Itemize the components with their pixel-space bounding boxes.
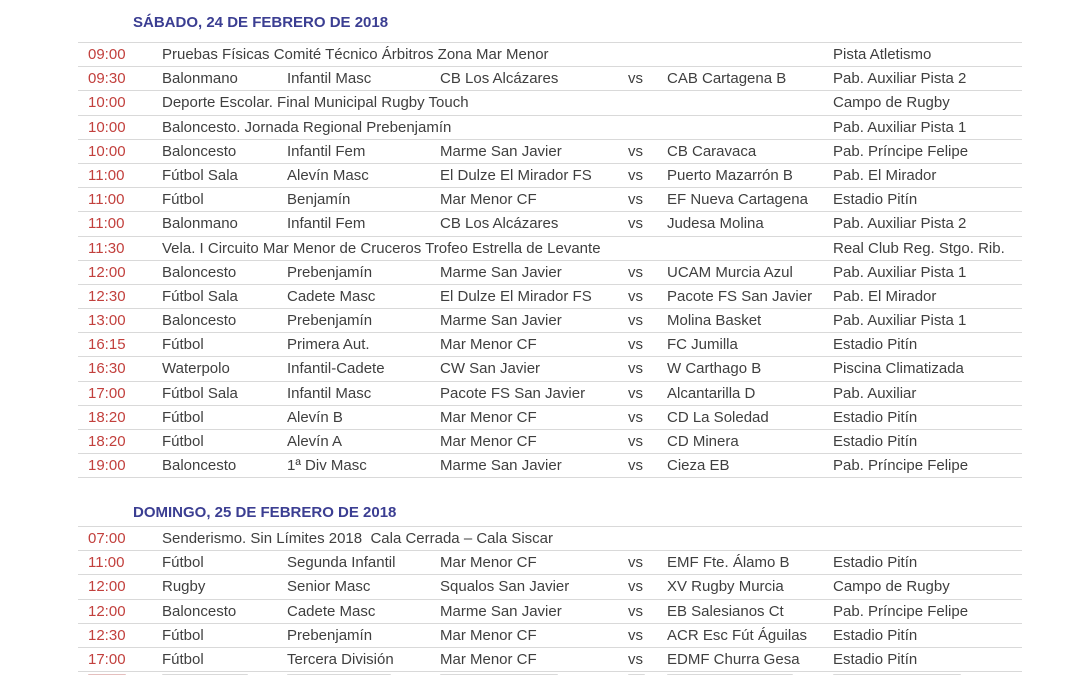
row-sport: Baloncesto	[162, 263, 237, 281]
row-sport: Rugby	[162, 578, 206, 596]
schedule-row	[78, 429, 1022, 453]
schedule-row	[78, 308, 1022, 332]
vs-label: vs	[628, 166, 643, 184]
schedule-row	[78, 187, 1022, 211]
row-time: 09:00	[88, 46, 126, 63]
row-venue: Pab. Auxiliar Pista 1	[833, 312, 967, 330]
row-venue: Pab. Auxiliar Pista 1	[833, 263, 967, 281]
row-category: Primera Aut.	[287, 336, 370, 354]
row-sport: Balonmano	[162, 215, 238, 233]
row-time: 12:30	[88, 287, 126, 305]
schedule-row	[78, 381, 1022, 405]
row-away-team: Alcantarilla D	[667, 384, 756, 402]
row-away-team: W Carthago B	[667, 360, 762, 378]
row-home-team: Mar Menor CF	[440, 554, 537, 572]
vs-label: vs	[628, 312, 643, 330]
row-time: 12:00	[88, 602, 126, 620]
vs-label: vs	[628, 408, 643, 426]
schedule-row	[78, 163, 1022, 187]
row-away-team: EDMF Churra Gesa	[667, 650, 800, 668]
row-sport: Baloncesto	[162, 602, 237, 620]
row-time: 09:30	[88, 70, 126, 88]
row-category: Prebenjamín	[287, 626, 373, 644]
schedule-row	[78, 599, 1022, 623]
row-home-team: Mar Menor CF	[440, 191, 537, 209]
row-venue: Estadio Pitín	[833, 650, 918, 668]
row-sport: Waterpolo	[162, 360, 230, 378]
section-title: SÁBADO, 24 DE FEBRERO DE 2018	[133, 14, 389, 31]
row-venue: Pab. Auxiliar Pista 2	[833, 215, 967, 233]
row-sport: Fútbol Sala	[162, 287, 238, 305]
row-away-team: EMF Fte. Álamo B	[667, 554, 790, 572]
row-event: Senderismo. Sin Límites 2018 Cala Cerrada – Cala Siscar	[162, 530, 554, 547]
day-section	[78, 502, 1022, 675]
schedule-row	[78, 356, 1022, 380]
row-category: 1ª Div Masc	[287, 457, 367, 475]
schedule-row	[78, 236, 1022, 260]
row-venue: Pab. Príncipe Felipe	[833, 142, 969, 160]
section-title: DOMINGO, 25 DE FEBRERO DE 2018	[133, 504, 397, 521]
row-sport: Balonmano	[162, 70, 238, 88]
vs-label: vs	[628, 70, 643, 88]
schedule-row	[78, 260, 1022, 284]
row-time: 11:00	[88, 191, 125, 209]
vs-label: vs	[628, 336, 643, 354]
row-time: 16:30	[88, 360, 126, 378]
row-away-team: XV Rugby Murcia	[667, 578, 784, 596]
vs-label: vs	[628, 215, 643, 233]
row-time: 11:00	[88, 215, 125, 233]
row-time: 11:00	[88, 554, 125, 572]
schedule-table	[78, 42, 1022, 478]
schedule-row	[78, 42, 1022, 66]
row-sport: Fútbol Sala	[162, 384, 238, 402]
row-sport: Fútbol	[162, 554, 204, 572]
row-home-team: Mar Menor CF	[440, 650, 537, 668]
row-home-team: CB Los Alcázares	[440, 215, 559, 233]
row-venue: Campo de Rugby	[833, 94, 950, 112]
row-category: Prebenjamín	[287, 263, 373, 281]
schedule-row	[78, 115, 1022, 139]
schedule-row	[78, 66, 1022, 90]
row-venue: Pab. Príncipe Felipe	[833, 602, 969, 620]
schedule-table	[78, 526, 1022, 675]
row-away-team: Judesa Molina	[667, 215, 764, 233]
vs-label: vs	[628, 554, 643, 572]
row-home-team: Marme San Javier	[440, 457, 562, 475]
row-home-team: Marme San Javier	[440, 263, 562, 281]
schedule-row	[78, 90, 1022, 114]
row-sport: Fútbol	[162, 191, 204, 209]
row-time: 10:00	[88, 118, 126, 136]
row-venue: Estadio Pitín	[833, 191, 918, 209]
row-home-team: Squalos San Javier	[440, 578, 570, 596]
row-away-team: Cieza EB	[667, 457, 730, 475]
row-away-team: FC Jumilla	[667, 336, 738, 354]
row-category: Infantil Fem	[287, 142, 366, 160]
row-sport: Fútbol	[162, 408, 204, 426]
row-venue: Estadio Pitín	[833, 433, 918, 450]
day-section	[78, 12, 1022, 478]
row-venue: Estadio Pitín	[833, 336, 918, 354]
row-time: 17:00	[88, 650, 126, 668]
vs-label: vs	[628, 578, 643, 596]
row-away-team: Puerto Mazarrón B	[667, 166, 793, 184]
row-category: Senior Masc	[287, 578, 371, 596]
row-time: 12:00	[88, 263, 126, 281]
schedule-row	[78, 211, 1022, 235]
row-time: 16:15	[88, 336, 126, 354]
vs-label: vs	[628, 433, 643, 450]
schedule-row	[78, 284, 1022, 308]
vs-label: vs	[628, 263, 643, 281]
row-away-team: UCAM Murcia Azul	[667, 263, 793, 281]
vs-label: vs	[628, 360, 643, 378]
row-away-team: CB Caravaca	[667, 142, 757, 160]
row-category: Prebenjamín	[287, 312, 373, 330]
schedule-row	[78, 623, 1022, 647]
row-venue: Pab. Auxiliar	[833, 384, 917, 402]
row-category: Alevín B	[287, 408, 343, 426]
row-home-team: CW San Javier	[440, 360, 541, 378]
row-venue: Pab. Auxiliar Pista 2	[833, 70, 967, 88]
row-time: 11:00	[88, 166, 125, 184]
row-home-team: Marme San Javier	[440, 602, 562, 620]
row-venue: Estadio Pitín	[833, 554, 918, 572]
row-time: 19:00	[88, 457, 126, 475]
row-category: Alevín Masc	[287, 166, 369, 184]
schedule-row	[78, 647, 1022, 671]
row-sport: Fútbol	[162, 433, 204, 450]
row-venue: Pab. Auxiliar Pista 1	[833, 118, 967, 136]
row-time: 18:20	[88, 433, 126, 450]
row-time: 07:00	[88, 530, 126, 547]
row-time: 11:30	[88, 239, 125, 257]
schedule-row	[78, 453, 1022, 477]
row-away-team: CD La Soledad	[667, 408, 769, 426]
schedule-row	[78, 550, 1022, 574]
row-away-team: Pacote FS San Javier	[667, 287, 813, 305]
schedule-row	[78, 139, 1022, 163]
row-away-team: EF Nueva Cartagena	[667, 191, 808, 209]
row-away-team: EB Salesianos Ct	[667, 602, 784, 620]
row-away-team: CAB Cartagena B	[667, 70, 787, 88]
row-venue: Estadio Pitín	[833, 408, 918, 426]
row-home-team: Marme San Javier	[440, 312, 562, 330]
row-venue: Piscina Climatizada	[833, 360, 964, 378]
row-venue: Pab. Príncipe Felipe	[833, 457, 969, 475]
vs-label: vs	[628, 602, 643, 620]
row-event: Pruebas Físicas Comité Técnico Árbitros Zona Mar Menor	[162, 46, 549, 63]
row-category: Benjamín	[287, 191, 351, 209]
row-away-team: CD Minera	[667, 433, 739, 450]
row-time: 12:30	[88, 626, 126, 644]
row-event: Vela. I Circuito Mar Menor de Cruceros Trofeo Estrella de Levante	[162, 239, 601, 257]
vs-label: vs	[628, 142, 643, 160]
row-home-team: Mar Menor CF	[440, 408, 537, 426]
row-home-team: El Dulze El Mirador FS	[440, 166, 592, 184]
partial-row	[78, 671, 1022, 675]
row-away-team: ACR Esc Fút Águilas	[667, 626, 808, 644]
row-sport: Fútbol Sala	[162, 166, 238, 184]
row-category: Segunda Infantil	[287, 554, 396, 572]
row-venue: Pab. El Mirador	[833, 287, 937, 305]
row-time: 18:20	[88, 408, 126, 426]
row-venue: Real Club Reg. Stgo. Rib.	[833, 239, 1005, 257]
schedule-row	[78, 526, 1022, 550]
vs-label: vs	[628, 287, 643, 305]
row-category: Infantil Masc	[287, 384, 372, 402]
row-venue: Campo de Rugby	[833, 578, 950, 596]
row-event: Baloncesto. Jornada Regional Prebenjamín	[162, 118, 452, 136]
row-category: Infantil Fem	[287, 215, 366, 233]
vs-label: vs	[628, 191, 643, 209]
row-category: Infantil-Cadete	[287, 360, 385, 378]
row-category: Cadete Masc	[287, 287, 376, 305]
row-home-team: El Dulze El Mirador FS	[440, 287, 592, 305]
row-time: 10:00	[88, 94, 126, 112]
row-venue: Pista Atletismo	[833, 46, 932, 63]
row-category: Infantil Masc	[287, 70, 372, 88]
vs-label: vs	[628, 626, 643, 644]
row-sport: Fútbol	[162, 336, 204, 354]
row-time: 12:00	[88, 578, 126, 596]
row-home-team: Mar Menor CF	[440, 336, 537, 354]
row-sport: Fútbol	[162, 650, 204, 668]
schedule-row	[78, 405, 1022, 429]
row-home-team: Marme San Javier	[440, 142, 562, 160]
row-category: Tercera División	[287, 650, 394, 668]
row-sport: Baloncesto	[162, 457, 237, 475]
row-home-team: Pacote FS San Javier	[440, 384, 586, 402]
vs-label: vs	[628, 384, 643, 402]
row-sport: Baloncesto	[162, 312, 237, 330]
row-time: 10:00	[88, 142, 126, 160]
row-time: 17:00	[88, 384, 126, 402]
row-time: 13:00	[88, 312, 126, 330]
row-home-team: CB Los Alcázares	[440, 70, 559, 88]
row-sport: Baloncesto	[162, 142, 237, 160]
row-category: Alevín A	[287, 433, 343, 450]
vs-label: vs	[628, 457, 643, 475]
row-sport: Fútbol	[162, 626, 204, 644]
row-home-team: Mar Menor CF	[440, 433, 537, 450]
row-venue: Pab. El Mirador	[833, 166, 937, 184]
vs-label: vs	[628, 650, 643, 668]
schedule-row	[78, 332, 1022, 356]
row-home-team: Mar Menor CF	[440, 626, 537, 644]
row-category: Cadete Masc	[287, 602, 376, 620]
row-venue: Estadio Pitín	[833, 626, 918, 644]
row-event: Deporte Escolar. Final Municipal Rugby Touch	[162, 94, 469, 112]
row-away-team: Molina Basket	[667, 312, 762, 330]
schedule-row	[78, 574, 1022, 598]
